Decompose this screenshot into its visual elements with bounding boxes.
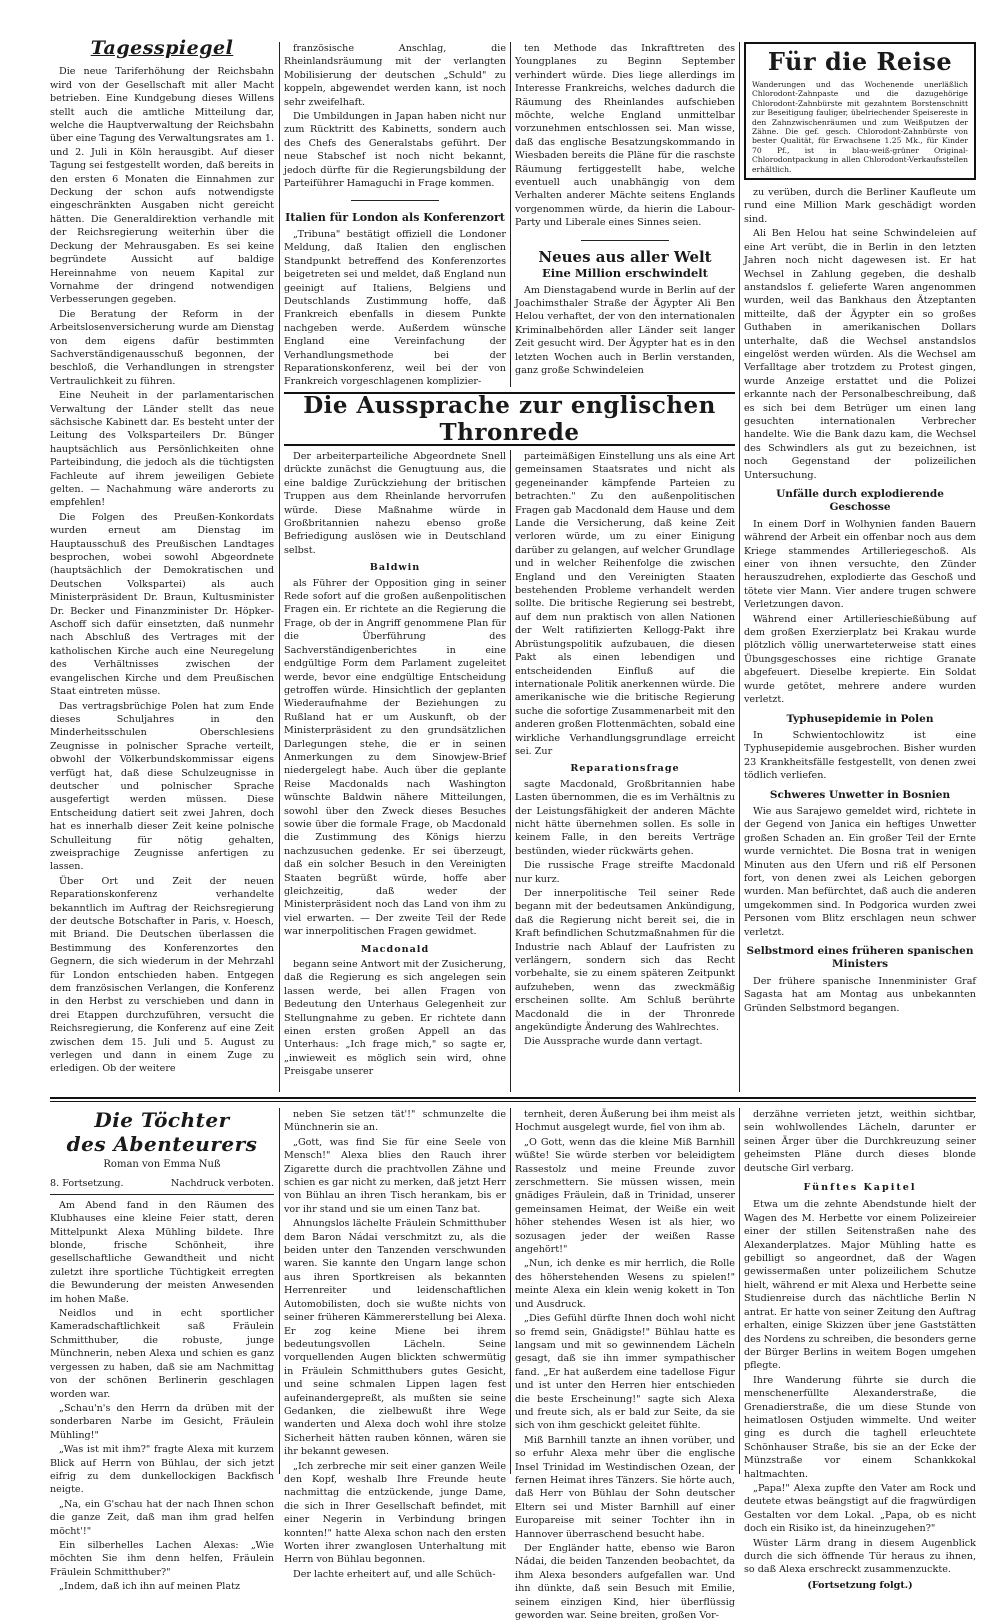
novel-body-4 <box>744 1108 976 1175</box>
suicide-headline: Selbstmord eines früheren spanischen Ministers <box>746 945 974 971</box>
paragraph: Die russische Frage streifte Macdonald nur kurz. <box>515 860 735 885</box>
column-divider <box>510 42 511 387</box>
novel-column-4 <box>744 1108 976 1591</box>
tagesspiegel-body <box>50 65 274 1075</box>
paragraph: Die Folgen des Preußen-Konkordats wurden erneut am Dienstag im Hauptausschuß des Preußischen Landtages besprochen, wobei sowohl Abgeordnete (hauptsächlich der Demokratischen und Deutschen Volkspartei) als auch Ministerpräsident Dr. Braun, Kultusminister Dr. Becker und Finanzminister Dr. Höpker-Aschoff sich dafür einsetzten, daß nunmehr nach Abschluß des Vertrages mit der katholischen Kirche auch eine Neuregelung des Verhältnisses zwischen der evangelischen Kirche und dem Preußischen Staat eintreten müsse. <box>50 511 274 698</box>
main-headline: Die Aussprache zur englischen Thronrede <box>303 392 716 446</box>
paragraph: Die Umbildungen in Japan haben nicht nur zum Rücktritt des Kabinetts, sondern auch des Chefs des Generalstabs geführt. Der neue Stabschef ist noch nicht bekannt, jedoch dürfte für die Regierungsbildung der Parteiführer Hamaguchi in Frage kommen. <box>284 111 506 190</box>
storm-body <box>744 805 976 939</box>
paragraph: parteimäßigen Einstellung uns als eine Art gemeinsamen Staatsrates und nicht als gegeneinander kämpfende Parteien zu betrachten." Zu den außenpolitischen Fragen gab Macdonald dem Hause und dem Lande die Versicherung, daß keine Zeit verloren würde, um zu einer Einigung darüber zu gelangen, auf welcher Grundlage und in welcher Reihenfolge die zwischen England und den Vereinigten Staaten bestehenden Probleme verhandelt werden sollte. Die britische Regierung sei bestrebt, auf dem nun praktisch von allen Nationen der Welt ratifizierten Kellogg-Pakt ihre Abrüstungspolitik aufzubauen, die diesen Pakt als einen lebendigen und entscheidenden Einfluß auf die internationale Politik anerkennen würde. Die amerikanische wie die britische Regierung suche die sofortige Zusammenarbeit mit den anderen großen Flottenmächten, sobald eine wirkliche Verhandlungsgrundlage erreicht sei. Zur <box>515 451 735 757</box>
chlorodont-advertisement <box>744 42 976 180</box>
paragraph: „Nun, ich denke es mir herrlich, die Rolle des höherstehenden Wesens zu spielen!" meinte Alexa ein klein wenig kokett in Ton und Ausdruck. <box>515 1258 735 1310</box>
baldwin-body <box>284 577 506 939</box>
paragraph: französische Anschlag, die Rheinlandsräumung mit der verlangten Mobilisierung der deutschen „Schuld" zu koppeln, abgewendet werden kann, ist noch sehr zweifelhaft. <box>284 43 506 108</box>
column-1 <box>50 37 274 1092</box>
section-divider <box>50 1101 976 1102</box>
paragraph: als Führer der Opposition ging in seiner Rede sofort auf die großen außenpolitischen Fragen ein. Er richtete an die Regierung die Frage, ob der in Angriff genommene Plan für die Überführung des Sachverständigenberichtes in eine endgültige Form dem Parlament zugeleitet werde, bevor eine endgültige Entscheidung getroffen würde. Hinsichtlich der geplanten Wiederaufnahme der Beziehungen zu Rußland hat er um Auskunft, ob der Ministerpräsident zu den grundsätzlichen Darlegungen stehe, die er in seinen Anmerkungen zu dem Sinowjew-Brief niedergelegt habe. Auch über die geplante Reise Macdonalds nach Washington wünschte Baldwin nähere Mitteilungen, sowohl über den Zweck dieses Besuches sowie über die formale Frage, ob Macdonald die Zustimmung des Königs hierzu nachzusuchen gedenke. Er sei überzeugt, daß ein solcher Besuch in den Vereinigten Staaten begrüßt würde, hoffe aber gleichzeitig, daß weder der Ministerpräsident noch das Land von ihm zu viel erwarten. — Der zweite Teil der Rede war innerpolitischen Fragen gewidmet. <box>284 577 506 938</box>
paragraph: zu verüben, durch die Berliner Kaufleute um rund eine Million Mark geschädigt worden sind. <box>744 187 976 225</box>
paragraph: „Papa!" Alexa zupfte den Vater am Rock und deutete etwas beängstigt auf die fragwürdigen Gestalten vor dem Lokal. „Papa, ob es nicht doch ein Risiko ist, da hineinzugehen?" <box>744 1482 976 1535</box>
chapter-heading: Fünftes Kapitel <box>803 1182 917 1194</box>
paragraph: Am Abend fand in den Räumen des Klubhauses eine kleine Feier statt, deren Mittelpunkt Alexa Mühling bildete. Ihre blonde, frische Schönheit, ihre gesellschaftliche Gewandtheit und nicht zuletzt ihre sportliche Tüchtigkeit erregten die Bewunderung der meisten Anwesenden im hohen Maße. <box>50 1199 274 1305</box>
paragraph: Während einer Artillerieschießübung auf dem großen Exerzierplatz bei Krakau wurde plötzlich völlig unerwarteterweise statt eines Übungsgeschosses eine richtige Granate abgefeuert. Dieselbe krepierte. Ein Soldat wurde getötet, mehrere andere wurden verletzt. <box>744 613 976 706</box>
paragraph: „Na, ein G'schau hat der nach Ihnen schon die ganze Zeit, daß man ihm grad helfen möcht'!" <box>50 1498 274 1537</box>
paragraph: Ahnungslos lächelte Fräulein Schmitthuber dem Baron Nádai verschmitzt zu, als die beiden unter den Tanzenden verschwunden waren. Sie kannte den Ungarn lange schon aus ihren Sportkreisen als bekannten Herrenreiter und leidenschaftlichen Automobilisten, doch sie wußte nichts von seiner früheren Kämmererstellung bei Alexa. Er zog keine Miene bei ihrem bedeutungsvollen Lächeln. Seine vorquellenden Augen blickten schwermütig in Fräulein Schmitthubers gutes Gesicht, und seine schmalen Lippen lagen fest aufeinandergepreßt, als mußten sie seine Gedanken, die zielbewußt ihre Wege wanderten und Alexa doch wohl ihre stolze Sicherheit hätten rauben können, wären sie ihr bekannt gewesen. <box>284 1218 506 1458</box>
novel-title-line-2: des Abenteurers <box>66 1132 258 1156</box>
macdonald-body <box>284 958 506 1079</box>
baldwin-subheading: Baldwin <box>369 562 421 574</box>
column-2 <box>284 42 506 387</box>
paragraph: Eine Neuheit in der parlamentarischen Verwaltung der Länder stellt das neue sächsische Kabinett dar. Es besteht unter der Leitung des Volksparteilers Dr. Bünger hauptsächlich aus Persönlichkeiten ohne Parteibindung, die jedoch als die tüchtigsten Fachleute auf ihrem jeweiligen Gebiete gelten. — Nachahmung wäre anderorts zu empfehlen! <box>50 390 274 509</box>
column-3 <box>515 42 735 387</box>
paragraph: Etwa um die zehnte Abendstunde hielt der Wagen des M. Herbette vor einem Polizeireier einer der stillen Seitenstraßen nahe des Alexanderplatzes. Major Mühling hatte es gebilligt so angeordnet, daß der Wagen gewissermaßen unter polizeilichem Schutze hielt, während er mit Alexa und Herbette seine Studienreise durch das nächtliche Berlin N antrat. Er hatte von seiner Zeitung den Auftrag erhalten, einige Skizzen über jene Gaststätten des Nordens zu schreiben, die besonders gerne der Bürger Berlins in weitem Bogen umgehen pflegte. <box>744 1199 976 1372</box>
ad-title: Für die Reise <box>767 47 953 76</box>
main-article-body <box>515 450 735 758</box>
paragraph: Ihre Wanderung führte sie durch die menschenerfüllte Alexanderstraße, die Grenadierstraße, die um diese Stunde von heimatlosen Ostjuden wimmelte. Und weiter ging es durch die taghell erleuchtete Schönhauser Straße, bis sie an der Ecke der Münzstraße vor einem Schankkokal haltmachten. <box>744 1374 976 1480</box>
news-body <box>515 284 735 378</box>
column-3-body <box>515 42 735 230</box>
paragraph: neben Sie setzen tät'!" schmunzelte die Münchnerin sie an. <box>284 1109 506 1134</box>
main-article-column-1 <box>284 450 506 1092</box>
column-divider <box>510 450 511 1092</box>
column-4 <box>744 42 976 1092</box>
column-divider <box>739 42 740 1092</box>
italy-body <box>284 228 506 389</box>
paragraph: Die Beratung der Reform in der Arbeitslosenversicherung wurde am Dienstag von dem eigens dafür bestimmten Sachverständigenausschuß begonnen, der beschloß, die Verhandlungen in strengster Vertraulichkeit zu führen. <box>50 308 274 387</box>
explosions-body <box>744 518 976 707</box>
reparation-body <box>515 778 735 1049</box>
paragraph: begann seine Antwort mit der Zusicherung, daß die Regierung es sich angelegen sein lassen werde, bei allen Fragen von Bedeutung den Unterhaus Gelegenheit zur Stellungnahme zu geben. Er richtete dann einen ersten großen Appell an das Unterhaus: „Ich frage mich," so sagte er, „inwieweit es möglich sein wird, ohne Preisgabe unserer <box>284 959 506 1078</box>
tagesspiegel-title: Tagesspiegel <box>90 37 234 59</box>
paragraph: Die Aussprache wurde dann vertagt. <box>524 1036 703 1048</box>
paragraph: „O Gott, wenn das die kleine Miß Barnhill wüßte! Sie würde sterben vor beleidigtem Rassestolz und meine Freunde zuvor zerschmettern. Sie müssen wissen, mein gnädiges Fräulein, daß in Trinidad, unserer gemeinsamen Heimat, der Weiße ein weit höher stehendes Wesen ist als hier, wo sozusagen jeder der weißen Rasse angehört!" <box>515 1136 735 1256</box>
paragraph: Wie aus Sarajewo gemeldet wird, richtete in der Gegend von Janica ein heftiges Unwetter großen Schaden an. Ein großer Teil der Ernte wurde vernichtet. Die Bosna trat in wenigen Minuten aus den Ufern und riß elf Personen fort, von denen zwei als Leichen geborgen wurden. Man befürchtet, daß auch die anderen umgekommen sind. In Podgorica wurden zwei Personen vom Blitz erschlagen neun schwer verletzt. <box>744 805 976 938</box>
paragraph: „Gott, was find Sie für eine Seele von Mensch!" Alexa blies den Rauch ihrer Zigarette durch die prachtvollen Zähne und schien es gar nicht zu merken, daß jetzt Herr von Bühlau an ihren Tisch herankam, bis er vor ihr stand und sie um einen Tanz bat. <box>284 1136 506 1215</box>
novel-body-2 <box>284 1108 506 1581</box>
paragraph: „Indem, daß ich ihn auf meinen Platz <box>59 1581 240 1593</box>
paragraph: Der frühere spanische Innenminister Graf Sagasta hat am Montag aus unbekannten Gründen Selbstmord begangen. <box>744 975 976 1014</box>
paragraph: Neidlos und in echt sportlicher Kameradschaftlichkeit saß Fräulein Schmitthuber, die robuste, junge Münchnerin, neben Alexa und schien es ganz vergessen zu haben, daß sie am Nachmittag von der schönen Berlinerin geschlagen worden war. <box>50 1308 274 1400</box>
novel-meta <box>50 1177 274 1190</box>
paragraph: In Schwientochlowitz ist eine Typhusepidemie ausgebrochen. Bisher wurden 23 Krankheitsfälle festgestellt, von denen zwei tödlich verliefen. <box>744 729 976 782</box>
paragraph: Miß Barnhill tanzte an ihnen vorüber, und so erfuhr Alexa mehr über die englische Insel Trinidad im Westindischen Ozean, der fernen Heimat ihres Tänzers. Sie hörte auch, daß Herr von Bühlau der Sohn deutscher Eltern sei und Mister Barnhill auf einer Europareise mit seiner Tochter ihn in Hannover überraschend besucht habe. <box>515 1434 735 1540</box>
paragraph: Der Engländer hatte, ebenso wie Baron Nádai, die beiden Tanzenden beobachtet, da ihm Alexa besonders aufgefallen war. Und ihn dünkte, daß sein Besuch mit Emilie, seinem einzigen Kind, hier überflüssig geworden war. Seine breiten, großen Vor- <box>515 1543 735 1622</box>
novel-column-1 <box>50 1108 274 1593</box>
column-divider <box>279 1108 280 1474</box>
paragraph: „Tribuna" bestätigt offiziell die Londoner Meldung, daß Italien den englischen Standpunkt betreffend des Konferenzortes beigetreten sei und meldet, daß England nun geeinigt auf Italiens, Belgiens und Deutschlands Zustimmung hoffe, daß Frankreich ebenfalls in diesem Punkte nachgeben werde. Außerdem wünsche England eine Vereinfachung der Verhandlungsmethode bei der Reparationskonferenz, weil bei der von Frankreich vorgeschlagenen komplizier- <box>284 228 506 388</box>
column-4-body <box>744 186 976 482</box>
column-divider <box>279 42 280 1092</box>
typhus-headline: Typhusepidemie in Polen <box>786 712 934 725</box>
novel-body-3 <box>515 1108 735 1622</box>
paragraph: „Schau'n's den Herrn da drüben mit der sonderbaren Narbe im Gesicht, Fräulein Mühling!" <box>50 1402 274 1441</box>
paragraph: Ein silberhelles Lachen Alexas: „Wie möchten Sie ihm denn helfen, Fräulein Fräulein Schmitthuber?" <box>50 1539 274 1578</box>
novel-byline: Roman von Emma Nuß <box>103 1159 221 1170</box>
macdonald-subheading: Macdonald <box>360 943 430 955</box>
paragraph: Der arbeiterparteiliche Abgeordnete Snell drückte zunächst die Genugtuung aus, die eine baldige Zurückziehung der britischen Truppen aus dem Rheinlande hervorrufen würde. Diese Maßnahme würde in Großbritannien nahezu ebenso große Befriedigung auslösen wie in Deutschland selbst. <box>284 451 506 556</box>
news-headline: Neues aus aller Welt <box>538 247 712 266</box>
main-article-column-2 <box>515 450 735 1092</box>
suicide-body <box>744 975 976 1015</box>
paragraph: ten Methode das Inkrafttreten des Youngplanes zu Beginn September verhindert würde. Dies liege allerdings im Interesse Frankreichs, welches dadurch die Räumung des Rheinlandes aufschieben möchte, welche England unmittelbar vorzunehmen entschlossen sei. Man wisse, daß das englische Besatzungskommando in Wiesbaden bereits die Pläne für die raschste Räumung fertiggestellt habe, welche eventuell auch unabhängig von dem Verhalten anderer Mächte seitens Englands vorgenommen würde, da hierin die Labour-Party und Liberale eines Sinnes seien. <box>515 43 735 229</box>
separator <box>581 240 669 241</box>
paragraph: Ali Ben Helou hat seine Schwindeleien auf eine Art verübt, die in Berlin in den letzten Jahren noch nicht dagewesen ist. Er hat Wechsel in Zahlung gegeben, die deshalb anstandslos f. gelieferte Waren angenommen wurden, weil das Bankhaus den Ätzeptanten mitteilte, daß der Ägypter ein so großes Guthaben in amerikanischen Dollars unterhalte, daß die Wechsel anstandslos eingelöst werden würden. Als die Wechsel am Verfalltage aber trotzdem zu Protest gingen, wurde Anzeige erstattet und die Polizei erkannte nach der Personalbeschreibung, daß es sich bei dem Betrüger um einen lang gesuchten internationalen Verbrecher handelte. Wie die Bank dazu kam, die Wechsel des Schwindlers als gut zu bezeichnen, ist noch Gegenstand der polizeilichen Untersuchung. <box>744 228 976 481</box>
novel-title-line-1: Die Töchter <box>94 1108 230 1132</box>
paragraph: „Dies Gefühl dürfte Ihnen doch wohl nicht so fremd sein, Gnädigste!" Bühlau hatte es langsam und mit so gewinnendem Lächeln gesagt, daß sie ihn immer sympathischer fand. „Er hat außerdem eine tadellose Figur und ist unter den Herren hier entschieden die beste Erscheinung!" sagte sich Alexa und freute sich, als er bald zur Seite, da sie sich von ihm geschickt geleitet fühlte. <box>515 1313 735 1432</box>
novel-column-3 <box>515 1108 735 1622</box>
separator <box>50 1194 274 1195</box>
typhus-body <box>744 729 976 783</box>
reparation-subheading: Reparationsfrage <box>570 763 680 775</box>
paragraph: Über Ort und Zeit der neuen Reparationskonferenz verhandelte bekanntlich im Auftrag der Reichsregierung der deutsche Botschafter in Paris, v. Hoesch, mit Briand. Die Deutschen überlassen die Bestimmung des Konferenzortes den Gegnern, die sich wiederum in der Mehrzahl für London entschieden haben. Entgegen dem französischen Verlangen, die Konferenz in den Herbst zu verschieben und dann in drei Etappen durchzuführen, versucht die Reichsregierung, die Konferenz auf eine Zeit zwischen dem 15. Juli und 5. August zu verlegen und dann in einem Zuge zu erledigen. Ob der weitere <box>50 875 274 1075</box>
main-headline-box <box>284 392 735 446</box>
column-2-body <box>284 42 506 190</box>
reprint-notice: Nachdruck verboten. <box>170 1178 274 1190</box>
paragraph: Der innerpolitische Teil seiner Rede begann mit der bedeutsamen Ankündigung, daß die Regierung nicht bereit sei, die in Kraft befindlichen Schutzmaßnahmen für die Industrie nach Ablauf der Laufristen zu verlängern, sondern sich das Recht vorbehalte, sie zu einem späteren Zeitpunkt aufzuheben, wenn das zweckmäßig erscheinen sollte. Am Schluß berührte Macdonald die in der Thronrede angekündigte Änderung des Wahlrechtes. <box>515 888 735 1034</box>
installment-number: 8. Fortsetzung. <box>50 1178 124 1190</box>
paragraph: Das vertragsbrüchige Polen hat zum Ende dieses Schuljahres in den Minderheitsschulen Oberschlesiens Zeugnisse in polnischer Sprache verteilt, obwohl der Völkerbundskommissar eigens verfügt hat, daß diese Schulzeugnisse in deutscher und polnischer Sprache ausgefertigt werden müssen. Diese Entscheidung datiert seit zwei Jahren, doch hat es innerhalb dieser Zeit keine polnische Schulleitung für nötig gehalten, zweisprachige Zeugnisse anfertigen zu lassen. <box>50 700 274 873</box>
paragraph: „Was ist mit ihm?" fragte Alexa mit kurzem Blick auf Herrn von Bühlau, der sich jetzt eifrig zu dem dunkellockigen Backfisch neigte. <box>50 1444 274 1496</box>
paragraph: In einem Dorf in Wolhynien fanden Bauern während der Arbeit ein offenbar noch aus dem Kriege stammendes Artilleriegeschoß. Als einer von ihnen versuchte, den Zünder herauszudrehen, explodierte das Geschoß und tötete vier Mann. Vier andere trugen schwere Verletzungen davon. <box>744 518 976 611</box>
paragraph: derzähne verrieten jetzt, weithin sichtbar, sein wohlwollendes Lächeln, darunter er seinen Ärger über die Durchkreuzung seiner geheimsten Pläne durch dieses blonde deutsche Girl verbarg. <box>744 1109 976 1174</box>
paragraph: Am Dienstagabend wurde in Berlin auf der Joachimsthaler Straße der Ägypter Ali Ben Helou verhaftet, der von den internationalen Kriminalbehörden aller Länder seit langer Zeit gesucht wird. Der Ägypter hat es in den letzten Wochen auch in Berlin verstanden, ganz große Schwindeleien <box>515 284 735 376</box>
continued-note: (Fortsetzung folgt.) <box>807 1579 913 1591</box>
novel-body-5 <box>744 1198 976 1576</box>
ad-text: Wanderungen und das Wochenende unerläßlich Chlorodont-Zahnpaste und die dazugehörige Chlorodont-Zahnbürste mit gezahntem Borstenschnitt zur Beseitigung fauliger, übelriechender Speisereste in den Zahnzwischenräumen und zum Weißputzen der Zähne. Die gef. gesch. Chlorodont-Zahnbürste von bester Qualität, für Erwachsene 1.25 Mk., für Kinder 70 Pf., ist in blau-weiß-grüner Original-Chlorodontpackung in allen Chlorodont-Verkaufsstellen erhältlich. <box>752 80 968 174</box>
paragraph: ternheit, deren Äußerung bei ihm meist als Hochmut ausgelegt wurde, fiel von ihm ab. <box>515 1109 735 1134</box>
storm-headline: Schweres Unwetter in Bosnien <box>769 788 951 801</box>
paragraph: Die neue Tariferhöhung der Reichsbahn wird von der Gesellschaft mit aller Macht betrieben. Eine Kundgebung dieses Willens stellt auch die amtliche Mitteilung dar, welche die Hauptverwaltung der Reichsbahn über eine Tagung des Verwaltungsrates am 1. und 2. Juli in Köln herausgibt. Auf dieser Tagung sei festgestellt worden, daß bereits in den ersten 6 Monaten die Einnahmen zur Deckung der schon aufs notwendigste eingeschränkten Ausgaben nicht gereicht hätten. Die Generaldirektion verhandle mit der Reichsregierung weiterhin über die Deckung der Mehrausgaben. Es sei keine begründete Aussicht auf baldige Hereinnahme von neuem Kapital zur Vornahme der dringend notwendigen Verbesserungen gegeben. <box>50 66 274 306</box>
explosions-headline: Unfälle durch explodierende Geschosse <box>776 488 944 514</box>
novel-body-1 <box>50 1199 274 1594</box>
column-divider <box>739 1108 740 1474</box>
news-subheadline: Eine Million erschwindelt <box>542 266 708 281</box>
main-article-intro <box>284 450 506 557</box>
paragraph: Wüster Lärm drang in diesem Augenblick durch die sich öffnende Tür heraus zu ihnen, so daß Alexa erschreckt zusammenzuckte. <box>744 1537 976 1576</box>
italy-headline: Italien für London als Konferenzort <box>285 211 505 225</box>
section-divider <box>50 1097 976 1099</box>
paragraph: „Ich zerbreche mir seit einer ganzen Weile den Kopf, weshalb Ihre Freunde heute nachmittag die entzückende, junge Dame, die sich in Ihrer Gesellschaft befindet, mit einer Negerin in Verbindung bringen konnten!" hatte Alexa schon nach den ersten Worten ihrer zwanglosen Unterhaltung mit Herrn von Bühlau begonnen. <box>284 1460 506 1566</box>
column-divider <box>510 1108 511 1474</box>
paragraph: sagte Macdonald, Großbritannien habe Lasten übernommen, die es im Verhältnis zu der Leistungsfähigkeit der anderen Mächte nicht hätte übernehmen sollen. Es solle in keinem Falle, in den bereits Verträge bestünden, wieder rückwärts gehen. <box>515 778 735 857</box>
paragraph: Der lachte erheitert auf, und alle Schüch- <box>293 1568 496 1580</box>
separator <box>351 200 440 201</box>
novel-column-2 <box>284 1108 506 1580</box>
